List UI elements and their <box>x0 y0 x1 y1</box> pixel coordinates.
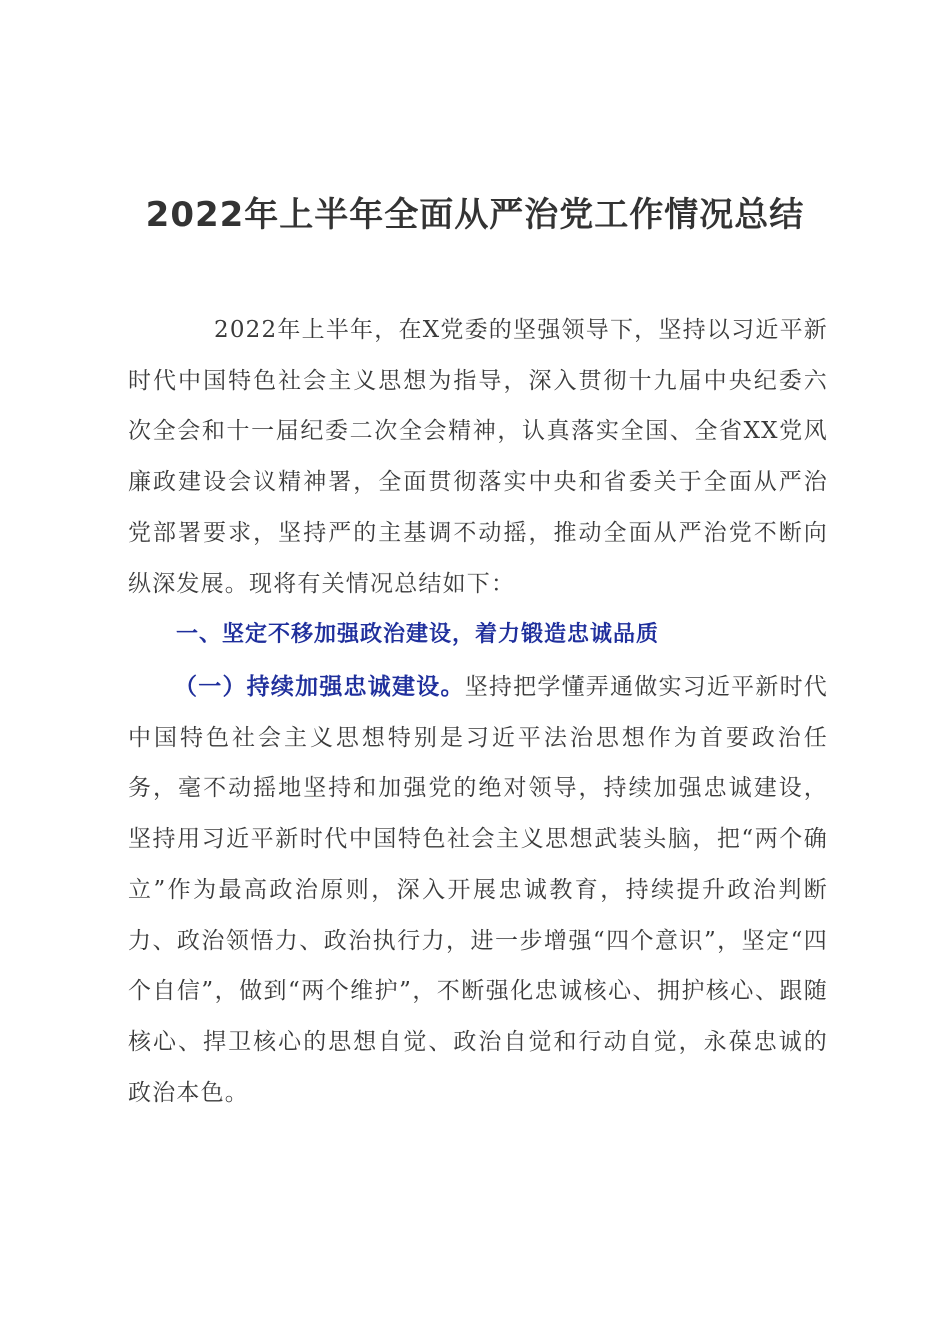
intro-paragraph: 2022年上半年，在X党委的坚强领导下，坚持以习近平新时代中国特色社会主义思想为指导，深入贯彻十九届中央纪委六次全会和十一届纪委二次全会精神，认真落实全国、全省XX党风廉政建设会议精神署，全面贯彻落实中央和省委关于全面从严治党部署要求，坚持严的主基调不动摇，推动全面从严治党不断向纵深发展。现将有关情况总结如下： <box>128 317 828 597</box>
document-title: 2022年上半年全面从严治党工作情况总结 <box>145 194 805 235</box>
section-heading: 一、坚定不移加强政治建设，着力锻造忠诚品质 <box>176 622 660 647</box>
subsection-body: 坚持把学懂弄通做实习近平新时代中国特色社会主义思想特别是习近平法治思想作为首要政治任务，毫不动摇地坚持和加强党的绝对领导，持续加强忠诚建设，坚持用习近平新时代中国特色社会主义思想武装头脑，把“两个确立”作为最高政治原则，深入开展忠诚教育，持续提升政治判断力、政治领悟力、政治执行力，进一步增强“四个意识”，坚定“四个自信”，做到“两个维护”，不断强化忠诚核心、拥护核心、跟随核心、捍卫核心的思想自觉、政治自觉和行动自觉，永葆忠诚的政治本色。 <box>128 674 829 1106</box>
section-paragraph <box>128 662 828 1118</box>
subsection-heading: （一）持续加强忠诚建设。 <box>174 674 465 700</box>
